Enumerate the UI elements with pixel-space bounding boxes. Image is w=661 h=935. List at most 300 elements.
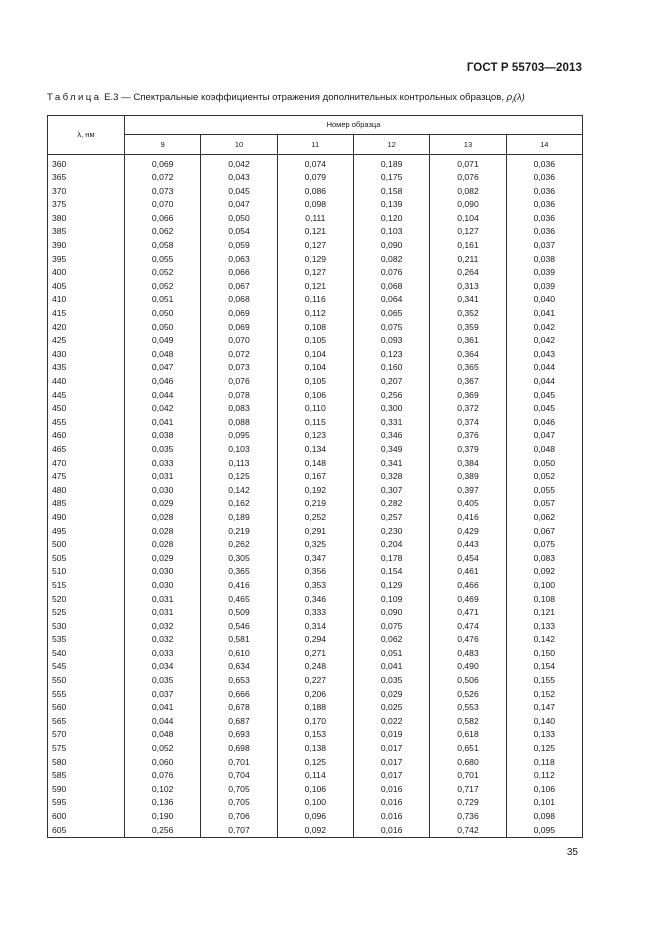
reflectance-cell: 0,307 (353, 483, 429, 497)
reflectance-cell: 0,397 (430, 483, 506, 497)
reflectance-cell: 0,379 (430, 442, 506, 456)
reflectance-cell: 0,046 (506, 415, 582, 429)
table-row (48, 796, 583, 810)
table-row (48, 769, 583, 783)
sample-group-header: Номер образца (125, 116, 583, 135)
reflectance-cell: 0,118 (506, 755, 582, 769)
reflectance-cell: 0,076 (201, 375, 277, 389)
reflectance-cell: 0,158 (353, 184, 429, 198)
reflectance-cell: 0,526 (430, 687, 506, 701)
reflectance-cell: 0,098 (277, 198, 353, 212)
reflectance-cell: 0,256 (125, 823, 201, 837)
reflectance-cell: 0,052 (125, 266, 201, 280)
reflectance-cell: 0,083 (506, 551, 582, 565)
reflectance-cell: 0,049 (125, 334, 201, 348)
reflectance-cell: 0,075 (353, 320, 429, 334)
reflectance-cell: 0,017 (353, 742, 429, 756)
reflectance-cell: 0,125 (201, 470, 277, 484)
reflectance-cell: 0,067 (201, 279, 277, 293)
reflectance-cell: 0,029 (125, 497, 201, 511)
table-row (48, 347, 583, 361)
reflectance-cell: 0,076 (430, 171, 506, 185)
reflectance-cell: 0,092 (277, 823, 353, 837)
table-row (48, 674, 583, 688)
wavelength-cell: 600 (48, 810, 125, 824)
reflectance-cell: 0,104 (430, 211, 506, 225)
wavelength-cell: 550 (48, 674, 125, 688)
reflectance-cell: 0,062 (506, 510, 582, 524)
reflectance-cell: 0,110 (277, 402, 353, 416)
wavelength-cell: 565 (48, 714, 125, 728)
reflectance-cell: 0,271 (277, 646, 353, 660)
table-row (48, 225, 583, 239)
reflectance-cell: 0,705 (201, 782, 277, 796)
table-row (48, 497, 583, 511)
wavelength-cell: 390 (48, 239, 125, 253)
reflectance-cell: 0,121 (277, 279, 353, 293)
table-row (48, 171, 583, 185)
wavelength-cell: 570 (48, 728, 125, 742)
sample-header: 9 (125, 134, 201, 154)
reflectance-cell: 0,142 (201, 483, 277, 497)
reflectance-cell: 0,610 (201, 646, 277, 660)
reflectance-cell: 0,043 (506, 347, 582, 361)
table-row (48, 361, 583, 375)
wavelength-cell: 475 (48, 470, 125, 484)
reflectance-cell: 0,047 (506, 429, 582, 443)
reflectance-cell: 0,108 (277, 320, 353, 334)
reflectance-cell: 0,068 (201, 293, 277, 307)
reflectance-cell: 0,028 (125, 510, 201, 524)
reflectance-cell: 0,140 (506, 714, 582, 728)
document-id: ГОСТ Р 55703—2013 (466, 62, 582, 74)
table-row (48, 415, 583, 429)
reflectance-cell: 0,142 (506, 633, 582, 647)
reflectance-cell: 0,017 (353, 755, 429, 769)
reflectance-cell: 0,105 (277, 334, 353, 348)
reflectance-cell: 0,333 (277, 606, 353, 620)
reflectance-cell: 0,138 (277, 742, 353, 756)
reflectance-cell: 0,052 (506, 470, 582, 484)
table-row (48, 279, 583, 293)
table-row (48, 578, 583, 592)
wavelength-cell: 370 (48, 184, 125, 198)
reflectance-cell: 0,466 (430, 578, 506, 592)
wavelength-cell: 440 (48, 375, 125, 389)
table-row (48, 155, 583, 171)
reflectance-cell: 0,101 (506, 796, 582, 810)
reflectance-cell: 0,072 (125, 171, 201, 185)
reflectance-cell: 0,078 (201, 388, 277, 402)
reflectance-cell: 0,365 (430, 361, 506, 375)
reflectance-cell: 0,051 (125, 293, 201, 307)
reflectance-cell: 0,068 (353, 279, 429, 293)
reflectance-cell: 0,041 (125, 415, 201, 429)
reflectance-cell: 0,100 (506, 578, 582, 592)
reflectance-cell: 0,506 (430, 674, 506, 688)
reflectance-cell: 0,030 (125, 578, 201, 592)
reflectance-cell: 0,454 (430, 551, 506, 565)
reflectance-cell: 0,346 (277, 592, 353, 606)
wavelength-cell: 605 (48, 823, 125, 837)
reflectance-cell: 0,341 (430, 293, 506, 307)
reflectance-cell: 0,219 (277, 497, 353, 511)
rho-symbol: ρ (506, 92, 513, 103)
reflectance-cell: 0,147 (506, 701, 582, 715)
reflectance-cell: 0,037 (506, 239, 582, 253)
wavelength-cell: 430 (48, 347, 125, 361)
reflectance-cell: 0,369 (430, 388, 506, 402)
table-row (48, 728, 583, 742)
reflectance-cell: 0,178 (353, 551, 429, 565)
reflectance-cell: 0,155 (506, 674, 582, 688)
reflectance-cell: 0,121 (506, 606, 582, 620)
reflectance-cell: 0,154 (506, 660, 582, 674)
reflectance-cell: 0,634 (201, 660, 277, 674)
reflectance-cell: 0,064 (353, 293, 429, 307)
table-row (48, 701, 583, 715)
reflectance-cell: 0,029 (353, 687, 429, 701)
wavelength-cell: 525 (48, 606, 125, 620)
reflectance-cell: 0,106 (277, 782, 353, 796)
reflectance-cell: 0,045 (506, 388, 582, 402)
wavelength-cell: 420 (48, 320, 125, 334)
reflectance-cell: 0,469 (430, 592, 506, 606)
reflectance-cell: 0,076 (125, 769, 201, 783)
reflectance-cell: 0,256 (353, 388, 429, 402)
reflectance-cell: 0,364 (430, 347, 506, 361)
wavelength-cell: 505 (48, 551, 125, 565)
reflectance-cell: 0,474 (430, 619, 506, 633)
table-row (48, 823, 583, 837)
table-row (48, 755, 583, 769)
reflectance-cell: 0,123 (277, 429, 353, 443)
reflectance-cell: 0,483 (430, 646, 506, 660)
reflectance-cell: 0,044 (506, 361, 582, 375)
reflectance-table (47, 115, 583, 838)
reflectance-cell: 0,069 (201, 307, 277, 321)
wavelength-cell: 495 (48, 524, 125, 538)
table-row (48, 592, 583, 606)
table-row (48, 198, 583, 212)
reflectance-cell: 0,066 (201, 266, 277, 280)
reflectance-cell: 0,465 (201, 592, 277, 606)
reflectance-cell: 0,048 (125, 347, 201, 361)
reflectance-cell: 0,429 (430, 524, 506, 538)
reflectance-cell: 0,384 (430, 456, 506, 470)
reflectance-cell: 0,372 (430, 402, 506, 416)
reflectance-cell: 0,389 (430, 470, 506, 484)
reflectance-cell: 0,678 (201, 701, 277, 715)
reflectance-cell: 0,042 (506, 334, 582, 348)
reflectance-cell: 0,070 (125, 198, 201, 212)
reflectance-cell: 0,154 (353, 565, 429, 579)
table-row (48, 687, 583, 701)
wavelength-cell: 470 (48, 456, 125, 470)
wavelength-cell: 585 (48, 769, 125, 783)
reflectance-cell: 0,028 (125, 538, 201, 552)
reflectance-cell: 0,036 (506, 211, 582, 225)
reflectance-cell: 0,125 (277, 755, 353, 769)
table-row (48, 524, 583, 538)
wavelength-cell: 400 (48, 266, 125, 280)
reflectance-cell: 0,701 (430, 769, 506, 783)
reflectance-cell: 0,016 (353, 782, 429, 796)
wavelength-cell: 385 (48, 225, 125, 239)
wavelength-cell: 480 (48, 483, 125, 497)
reflectance-cell: 0,136 (125, 796, 201, 810)
reflectance-cell: 0,349 (353, 442, 429, 456)
reflectance-cell: 0,031 (125, 470, 201, 484)
reflectance-cell: 0,069 (201, 320, 277, 334)
reflectance-cell: 0,291 (277, 524, 353, 538)
reflectance-cell: 0,095 (201, 429, 277, 443)
reflectance-cell: 0,162 (201, 497, 277, 511)
reflectance-cell: 0,341 (353, 456, 429, 470)
reflectance-cell: 0,048 (506, 442, 582, 456)
table-row (48, 266, 583, 280)
reflectance-cell: 0,701 (201, 755, 277, 769)
reflectance-cell: 0,313 (430, 279, 506, 293)
reflectance-cell: 0,325 (277, 538, 353, 552)
table-row (48, 551, 583, 565)
wavelength-cell: 460 (48, 429, 125, 443)
reflectance-cell: 0,219 (201, 524, 277, 538)
wavelength-cell: 455 (48, 415, 125, 429)
table-caption (47, 92, 617, 105)
reflectance-cell: 0,698 (201, 742, 277, 756)
reflectance-cell: 0,125 (506, 742, 582, 756)
reflectance-cell: 0,044 (125, 714, 201, 728)
reflectance-cell: 0,036 (506, 198, 582, 212)
reflectance-cell: 0,060 (125, 755, 201, 769)
reflectance-cell: 0,093 (353, 334, 429, 348)
wavelength-cell: 435 (48, 361, 125, 375)
reflectance-cell: 0,103 (201, 442, 277, 456)
table-row (48, 429, 583, 443)
reflectance-cell: 0,065 (353, 307, 429, 321)
reflectance-cell: 0,048 (125, 728, 201, 742)
reflectance-cell: 0,050 (125, 320, 201, 334)
reflectance-cell: 0,033 (125, 456, 201, 470)
reflectance-cell: 0,070 (201, 334, 277, 348)
table-row (48, 538, 583, 552)
wavelength-cell: 500 (48, 538, 125, 552)
wavelength-cell: 545 (48, 660, 125, 674)
reflectance-cell: 0,017 (353, 769, 429, 783)
reflectance-cell: 0,153 (277, 728, 353, 742)
reflectance-cell: 0,067 (506, 524, 582, 538)
reflectance-cell: 0,030 (125, 483, 201, 497)
reflectance-cell: 0,230 (353, 524, 429, 538)
wavelength-cell: 465 (48, 442, 125, 456)
reflectance-cell: 0,039 (506, 266, 582, 280)
table-row (48, 565, 583, 579)
table-row (48, 211, 583, 225)
sample-header: 13 (430, 134, 506, 154)
table-row (48, 660, 583, 674)
reflectance-cell: 0,066 (125, 211, 201, 225)
reflectance-cell: 0,055 (506, 483, 582, 497)
reflectance-cell: 0,045 (506, 402, 582, 416)
wavelength-cell: 515 (48, 578, 125, 592)
reflectance-cell: 0,047 (201, 198, 277, 212)
reflectance-cell: 0,294 (277, 633, 353, 647)
reflectance-cell: 0,129 (277, 252, 353, 266)
reflectance-cell: 0,072 (201, 347, 277, 361)
reflectance-cell: 0,039 (506, 279, 582, 293)
reflectance-cell: 0,188 (277, 701, 353, 715)
reflectance-cell: 0,092 (506, 565, 582, 579)
reflectance-cell: 0,707 (201, 823, 277, 837)
reflectance-cell: 0,262 (201, 538, 277, 552)
wavelength-cell: 595 (48, 796, 125, 810)
reflectance-cell: 0,098 (506, 810, 582, 824)
reflectance-cell: 0,035 (125, 442, 201, 456)
reflectance-cell: 0,054 (201, 225, 277, 239)
reflectance-cell: 0,044 (506, 375, 582, 389)
reflectance-cell: 0,113 (201, 456, 277, 470)
reflectance-cell: 0,105 (277, 375, 353, 389)
reflectance-cell: 0,189 (353, 155, 429, 171)
reflectance-cell: 0,103 (353, 225, 429, 239)
table-row (48, 633, 583, 647)
reflectance-cell: 0,109 (353, 592, 429, 606)
reflectance-cell: 0,581 (201, 633, 277, 647)
reflectance-cell: 0,082 (353, 252, 429, 266)
reflectance-cell: 0,050 (506, 456, 582, 470)
reflectance-cell: 0,134 (277, 442, 353, 456)
reflectance-cell: 0,042 (201, 155, 277, 171)
reflectance-cell: 0,036 (506, 171, 582, 185)
table-body (48, 155, 583, 838)
table-row (48, 510, 583, 524)
reflectance-cell: 0,704 (201, 769, 277, 783)
reflectance-cell: 0,553 (430, 701, 506, 715)
reflectance-cell: 0,033 (125, 646, 201, 660)
reflectance-cell: 0,106 (506, 782, 582, 796)
reflectance-cell: 0,036 (506, 184, 582, 198)
reflectance-cell: 0,037 (125, 687, 201, 701)
wavelength-cell: 425 (48, 334, 125, 348)
table-caption-text: Е.3 — Спектральные коэффициенты отражения дополнительных контрольных образцов, (101, 92, 507, 103)
reflectance-cell: 0,680 (430, 755, 506, 769)
wavelength-cell: 510 (48, 565, 125, 579)
reflectance-cell: 0,104 (277, 361, 353, 375)
reflectance-cell: 0,073 (125, 184, 201, 198)
reflectance-cell: 0,192 (277, 483, 353, 497)
reflectance-cell: 0,706 (201, 810, 277, 824)
reflectance-cell: 0,133 (506, 619, 582, 633)
wavelength-cell: 540 (48, 646, 125, 660)
reflectance-cell: 0,042 (506, 320, 582, 334)
reflectance-cell: 0,058 (125, 239, 201, 253)
reflectance-cell: 0,161 (430, 239, 506, 253)
reflectance-cell: 0,043 (201, 171, 277, 185)
table-row (48, 619, 583, 633)
reflectance-cell: 0,062 (125, 225, 201, 239)
sample-header: 14 (506, 134, 582, 154)
reflectance-cell: 0,129 (353, 578, 429, 592)
wavelength-cell: 365 (48, 171, 125, 185)
reflectance-cell: 0,111 (277, 211, 353, 225)
reflectance-cell: 0,653 (201, 674, 277, 688)
reflectance-cell: 0,282 (353, 497, 429, 511)
table-row (48, 782, 583, 796)
reflectance-cell: 0,095 (506, 823, 582, 837)
table-row (48, 402, 583, 416)
reflectance-cell: 0,127 (277, 239, 353, 253)
wavelength-cell: 450 (48, 402, 125, 416)
reflectance-cell: 0,071 (430, 155, 506, 171)
reflectance-cell: 0,206 (277, 687, 353, 701)
reflectance-cell: 0,055 (125, 252, 201, 266)
reflectance-cell: 0,365 (201, 565, 277, 579)
wavelength-cell: 560 (48, 701, 125, 715)
reflectance-cell: 0,152 (506, 687, 582, 701)
reflectance-cell: 0,051 (353, 646, 429, 660)
reflectance-cell: 0,063 (201, 252, 277, 266)
wavelength-cell: 485 (48, 497, 125, 511)
reflectance-cell: 0,367 (430, 375, 506, 389)
rho-argument: (λ) (513, 92, 525, 103)
reflectance-cell: 0,687 (201, 714, 277, 728)
reflectance-cell: 0,034 (125, 660, 201, 674)
wavelength-cell: 375 (48, 198, 125, 212)
wavelength-cell: 415 (48, 307, 125, 321)
reflectance-cell: 0,346 (353, 429, 429, 443)
reflectance-cell: 0,361 (430, 334, 506, 348)
reflectance-cell: 0,150 (506, 646, 582, 660)
table-row (48, 307, 583, 321)
wavelength-cell: 360 (48, 155, 125, 171)
table-row (48, 184, 583, 198)
reflectance-cell: 0,079 (277, 171, 353, 185)
reflectance-cell: 0,069 (125, 155, 201, 171)
reflectance-cell: 0,112 (506, 769, 582, 783)
page-number: 35 (566, 847, 578, 858)
reflectance-cell: 0,112 (277, 307, 353, 321)
wavelength-cell: 405 (48, 279, 125, 293)
sample-header: 11 (277, 134, 353, 154)
reflectance-cell: 0,257 (353, 510, 429, 524)
reflectance-cell: 0,086 (277, 184, 353, 198)
reflectance-cell: 0,074 (277, 155, 353, 171)
reflectance-cell: 0,148 (277, 456, 353, 470)
table-row (48, 293, 583, 307)
reflectance-cell: 0,030 (125, 565, 201, 579)
reflectance-cell: 0,139 (353, 198, 429, 212)
reflectance-cell: 0,328 (353, 470, 429, 484)
reflectance-cell: 0,041 (353, 660, 429, 674)
reflectance-cell: 0,352 (430, 307, 506, 321)
reflectance-cell: 0,264 (430, 266, 506, 280)
reflectance-cell: 0,090 (353, 239, 429, 253)
reflectance-cell: 0,096 (277, 810, 353, 824)
reflectance-cell: 0,045 (201, 184, 277, 198)
table-row (48, 646, 583, 660)
table-row (48, 810, 583, 824)
reflectance-cell: 0,062 (353, 633, 429, 647)
reflectance-cell: 0,742 (430, 823, 506, 837)
reflectance-cell: 0,359 (430, 320, 506, 334)
table-row (48, 375, 583, 389)
wavelength-cell: 410 (48, 293, 125, 307)
reflectance-cell: 0,331 (353, 415, 429, 429)
reflectance-cell: 0,121 (277, 225, 353, 239)
reflectance-cell: 0,509 (201, 606, 277, 620)
reflectance-cell: 0,300 (353, 402, 429, 416)
